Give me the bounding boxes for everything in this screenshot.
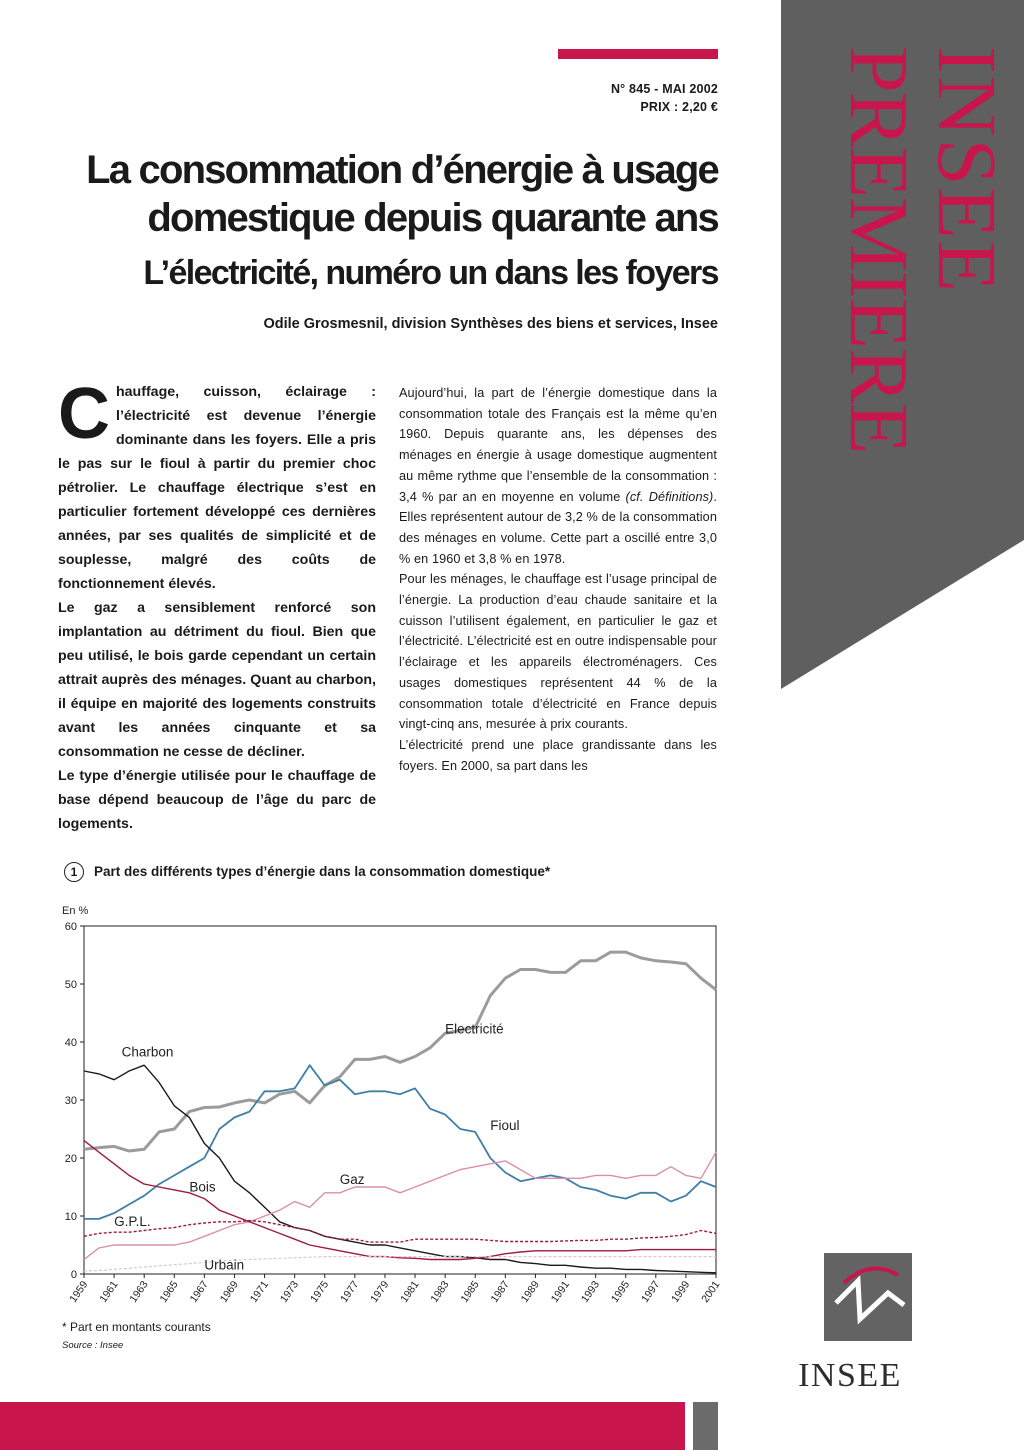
issue-price: PRIX : 2,20 € xyxy=(640,100,718,114)
x-tick-label: 1959 xyxy=(67,1278,91,1305)
x-tick-label: 1979 xyxy=(368,1278,392,1305)
body-paragraph-1: Aujourd’hui, la part de l’énergie domestique dans la consommation totale des Français est la même qu’en 1960. Depuis quarante ans, les dépenses des ménages en énergie à usage domestique augmentent au même rythme que l’ensemble de la consommation : 3,4 % par an en moyenne en volume (cf. Définitions). Elles représentent autour de 3,2 % de la consommation des ménages en volume. Cette part a oscillé entre 3,0 % en 1960 et 3,8 % en 1978. xyxy=(399,386,717,566)
x-tick-label: 1987 xyxy=(488,1278,512,1305)
series-line-bois xyxy=(84,1141,716,1260)
page-title: La consommation d’énergie à usage domestique depuis quarante ans xyxy=(86,148,718,240)
logo-arc xyxy=(844,1269,898,1283)
body-paragraph-2: Pour les ménages, le chauffage est l’usage principal de l’énergie. La production d’eau chaude sanitaire et la cuisson l’utilisent également, en particulier le gaz et l’électricité. L’électricité est en outre indispensable pour l’éclairage et les appareils électroménagers. Ces usages domestiques représentent 44 % de la consommation totale d’électricité en France depuis vingt-cinq ans, mesurée à prix courants. xyxy=(399,572,717,732)
energy-share-chart xyxy=(54,898,734,1318)
y-tick-label: 50 xyxy=(64,979,77,991)
y-axis-label: En % xyxy=(62,905,89,917)
y-tick-label: 0 xyxy=(70,1269,77,1281)
brand-wordmark xyxy=(832,46,1013,454)
y-tick-label: 20 xyxy=(64,1153,77,1165)
plot-frame xyxy=(84,926,716,1274)
series-label: Fioul xyxy=(490,1118,520,1134)
x-tick-label: 1999 xyxy=(669,1278,693,1305)
x-tick-label: 1965 xyxy=(157,1278,181,1305)
top-accent-bar xyxy=(558,49,718,59)
x-tick-label: 1985 xyxy=(458,1278,482,1305)
x-tick-label: 1973 xyxy=(277,1278,302,1305)
x-tick-label: 1961 xyxy=(97,1278,121,1305)
body-paragraph-3: L’électricité prend une place grandissante dans les foyers. En 2000, sa part dans les xyxy=(399,737,717,773)
issue-info xyxy=(611,80,718,116)
brand-line-2: PREMIERE xyxy=(832,46,925,454)
x-tick-label: 1975 xyxy=(307,1278,332,1305)
series-line-fioul xyxy=(84,1065,716,1219)
x-tick-label: 1967 xyxy=(187,1278,211,1305)
series-label: Urbain xyxy=(204,1257,245,1273)
bottom-accent-bar xyxy=(0,1402,685,1450)
x-tick-label: 1977 xyxy=(338,1278,362,1305)
author-line: Odile Grosmesnil, division Synthèses des biens et services, Insee xyxy=(263,316,718,332)
logo-mark xyxy=(836,1281,904,1319)
figure-title xyxy=(64,862,550,882)
series-label: Electricité xyxy=(445,1021,504,1037)
x-tick-label: 1991 xyxy=(548,1278,572,1305)
x-tick-label: 2001 xyxy=(699,1278,723,1305)
x-tick-label: 1969 xyxy=(217,1278,241,1305)
series-label: G.P.L. xyxy=(114,1213,151,1229)
issue-number: N° 845 - MAI 2002 xyxy=(610,82,718,96)
figure-title-text: Part des différents types d’énergie dans la consommation domestique* xyxy=(94,864,551,879)
x-tick-label: 1997 xyxy=(639,1278,663,1305)
y-tick-label: 10 xyxy=(64,1211,77,1223)
x-tick-label: 1963 xyxy=(127,1278,151,1305)
series-line-gaz xyxy=(84,1152,716,1259)
drop-cap: C xyxy=(58,374,110,454)
figure-number: 1 xyxy=(64,862,84,882)
x-tick-label: 1971 xyxy=(247,1278,272,1305)
body-column xyxy=(399,383,717,776)
y-tick-label: 60 xyxy=(64,921,77,933)
series-label: Bois xyxy=(189,1179,216,1195)
series-label: Gaz xyxy=(339,1172,365,1188)
series-line-gpl xyxy=(84,1221,716,1243)
page-subtitle: L’électricité, numéro un dans les foyers xyxy=(143,254,718,292)
x-tick-label: 1981 xyxy=(398,1278,422,1305)
logo-box xyxy=(824,1253,912,1341)
y-tick-label: 40 xyxy=(64,1037,77,1049)
lead-paragraph-2: Le gaz a sensiblement renforcé son implantation au détriment du fioul. Bien que peu utilisé, le bois garde cependant un certain attrait auprès des ménages. Quant au charbon, il équipe en majorité des logements construits avant les années cinquante et sa consommation ne cesse de décliner. xyxy=(58,600,376,760)
lead-paragraph-3: Le type d’énergie utilisée pour le chauffage de base dépend beaucoup de l’âge du parc de logements. xyxy=(58,768,376,832)
x-tick-label: 1995 xyxy=(608,1278,633,1305)
x-tick-label: 1983 xyxy=(428,1278,452,1305)
x-tick-label: 1989 xyxy=(518,1278,542,1305)
series-line-electricit xyxy=(84,952,716,1151)
lead-paragraph-1: Chauffage, cuisson, éclairage : l’électricité est devenue l’énergie dominante dans les foyers. Elle a pris le pas sur le fioul à partir du premier choc pétrolier. Le chauffage électrique s’est en particulier fortement développé ces dernières années, par ses qualités de simplicité et de souplesse, malgré des coûts de fonctionnement élevés. xyxy=(58,374,376,592)
lead-column xyxy=(58,374,376,836)
insee-logo xyxy=(780,1253,920,1403)
bottom-grey-bar xyxy=(693,1402,718,1450)
figure-note: * Part en montants courants xyxy=(62,1320,211,1334)
series-label: Charbon xyxy=(121,1044,174,1060)
brand-line-1: INSEE xyxy=(920,46,1013,294)
x-tick-label: 1993 xyxy=(578,1278,603,1305)
logo-text: INSEE xyxy=(798,1357,902,1394)
figure-source: Source : Insee xyxy=(62,1340,124,1351)
y-tick-label: 30 xyxy=(64,1095,77,1107)
series-line-charbon xyxy=(84,1065,716,1273)
